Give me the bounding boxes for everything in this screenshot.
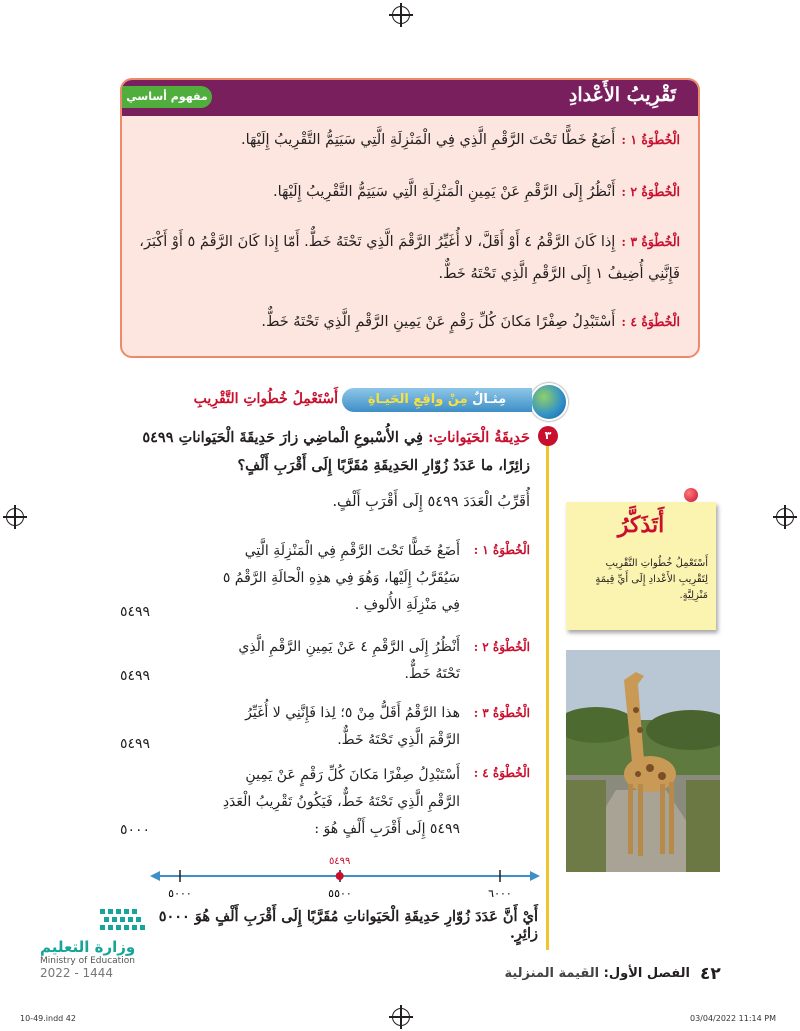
solution-intro: أُقَرِّبُ الْعَدَدَ ٥٤٩٩ إِلَى أَقْرَبِ أَلْفٍ. [332,494,530,510]
logo-arabic-text: وزارة التعليم [40,938,136,956]
print-slug-date: 03/04/2022 11:14 PM [690,1014,776,1023]
tick-label-right: ٦٠٠٠ [488,887,512,900]
giraffe-photo [566,650,720,872]
pin-icon [684,488,698,502]
left-arrow-icon [150,871,160,881]
concept-step-text: إِذا كَانَ الرَّقْمُ ٤ أَوْ أَقَلَّ، لا أُغَيِّرُ الرَّقْمَ الَّذِي تَحْتَهُ خَطٌّ. أَمّا إِذا كَانَ الرَّقْمُ ٥ أَوْ أَكْبَرَ، فَإِنَّنِي أُضِيفُ ١ إِلَى الرَّقْمِ الَّذِي تَحْتَهُ خَطٌّ. [139,234,680,282]
example-step-value-3: ٥٤٩٩ [120,736,151,752]
guide-line [546,430,549,950]
example-step-value-4: ٥٠٠٠ [120,822,151,838]
concept-step-label: الْخُطْوَةُ ٢ : [621,184,680,199]
concept-step-2 [135,176,680,208]
problem-statement [128,424,530,480]
concept-header [122,80,698,116]
problem-text: فِي الأُسْبوعِ الْماضِي زارَ حَدِيقَةَ الْحَيَواناتِ ٥٤٩٩ زائِرًا، ما عَدَدُ زُوّارِ الحَدِيقَةِ مُقَرَّبًا إِلَى أَقْرَبِ أَلْفٍ؟ [142,429,530,474]
example-step-label-1: الْخُطْوَةُ ١ : [473,543,530,557]
example-banner-highlight: مِنْ واقِعِ الحَيـاةِ [367,392,468,407]
concept-tag-badge: مفهوم أساسي [122,86,212,108]
problem-number-badge: ٣ [538,426,558,446]
remember-body: أَسْتَعْمِلُ خُطُواتِ التَّقْرِيبِ لِتَقْرِيبِ الأَعْدادِ إِلَى أَيِّ قِيمَةٍ مَنْزِلِيَّةٍ. [595,558,708,601]
example-step-label-2: الْخُطْوَةُ ٢ : [473,640,530,654]
concept-step-text: أَنْظُرُ إِلَى الرَّقْمِ عَنْ يَمِينِ الْمَنْزِلَةِ الَّتِي سَيَتِمُّ التَّقْرِيبُ إِلَيْهَا. [273,184,616,200]
right-arrow-icon [530,871,540,881]
example-subtitle: أَسْتَعْمِلُ خُطُواتِ التَّقْرِيبِ [193,391,338,407]
problem-keyword: حَدِيقَةُ الْحَيَواناتِ: [428,429,530,446]
example-step-label-4: الْخُطْوَةُ ٤ : [473,766,530,780]
chapter-footer [480,966,690,981]
concept-step-label: الْخُطْوَةُ ٤ : [621,314,680,329]
registration-mark-top [392,6,410,24]
conclusion: أَيْ أَنَّ عَدَدَ زُوّارِ حَدِيقَةِ الْحَيَواناتِ مُقَرَّبًا إِلَى أَقْرَبِ أَلْفٍ هُوَ ٥٠٠٠ زائِرٍ. [158,908,538,942]
concept-step-label: الْخُطْوَةُ ٣ : [621,234,680,249]
registration-mark-bottom [392,1008,410,1026]
registration-mark-right [776,508,794,526]
example-step-text-4: أَسْتَبْدِلُ صِفْرًا مَكانَ كُلِّ رَقْمٍ عَنْ يَمِينِ الرَّقْمِ الَّذِي تَحْتَهُ خَطٌّ، فَيَكُونُ تَقْرِيبُ الْعَدَدِ ٥٤٩٩ إِلَى أَقْرَبِ أَلْفٍ هُوَ : [222,767,460,837]
remember-title: أَتَذَكَّرُ [617,512,665,538]
concept-step-4 [135,306,680,338]
page-number: ٤٢ [700,964,721,984]
example-step-value-1: ٥٤٩٩ [120,604,151,620]
example-step-text-3: هذا الرَّقْمُ أَقَلُّ مِنْ ٥؛ لِذا فَإِنَّنِي لا أُغَيِّرُ الرَّقْمَ الَّذِي تَحْتَهُ خَطٌّ. [245,705,460,748]
chapter-label: الفصل الأول: [603,966,690,981]
concept-step-text: أَضَعُ خَطًّا تَحْتَ الرَّقْمِ الَّذِي فِي الْمَنْزِلَةِ الَّتِي سَيَتِمُّ التَّقْرِيبُ إِلَيْهَا. [241,132,616,148]
registration-mark-left [6,508,24,526]
globe-icon [530,383,568,421]
print-slug-file: 10-49.indd 42 [20,1014,76,1023]
example-banner [342,388,532,412]
concept-step-label: الْخُطْوَةُ ١ : [621,132,680,147]
tick-label-mid: ٥٥٠٠ [328,887,352,900]
chapter-title: القيمة المنزلية [504,966,600,981]
tick-label-left: ٥٠٠٠ [168,887,192,900]
concept-step-1 [135,124,680,156]
key-concept-box [120,78,700,358]
example-step-value-2: ٥٤٩٩ [120,668,151,684]
point-label: ٥٤٩٩ [328,856,351,867]
concept-title: تَقْرِيبُ الأَعْدادِ [568,84,676,106]
example-step-text-2: أَنْظُرُ إِلَى الرَّقْمِ ٤ عَنْ يَمِينِ الرَّقْمِ الَّذِي تَحْتَهُ خَطٌّ. [238,639,460,682]
point-marker [336,872,344,880]
example-banner-prefix: مِثـالٌ [472,392,507,407]
logo-year: 2022 - 1444 [40,966,114,980]
number-line [150,850,540,900]
logo-english-text: Ministry of Education [40,956,135,966]
concept-step-text: أَسْتَبْدِلُ صِفْرًا مَكانَ كُلِّ رَقْمٍ عَنْ يَمِينِ الرَّقْمِ الَّذِي تَحْتَهُ خَطٌّ. [261,314,616,330]
example-step-text-1: أَضَعُ خَطًّا تَحْتَ الرَّقْمِ فِي الْمَنْزِلَةِ الَّتِي سَيُقَرَّبُ إِلَيْها، وَهُوَ فِي هذِهِ الْحالَةِ الرَّقْمُ ٥ فِي مَنْزِلَةِ الأُلوفِ . [222,543,460,613]
example-step-label-3: الْخُطْوَةُ ٣ : [473,706,530,720]
concept-step-3 [135,226,680,290]
